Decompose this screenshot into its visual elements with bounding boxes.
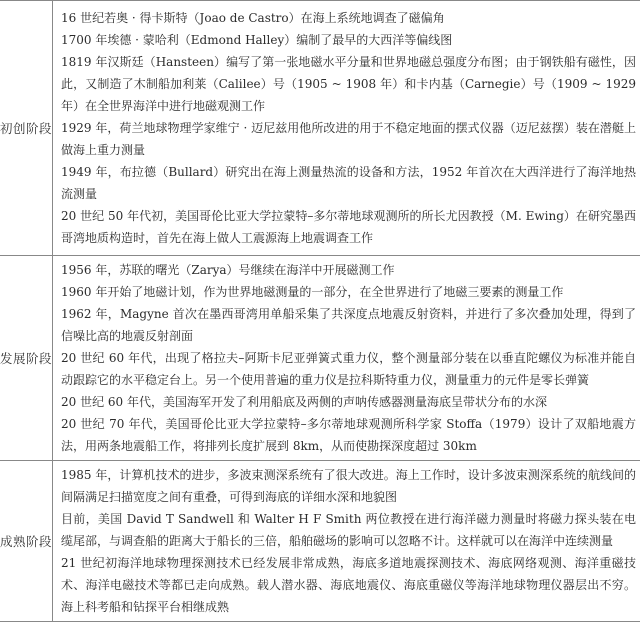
stage-entries-initial (53, 1, 640, 256)
entry-initial-1: 16 世纪若奥 · 得卡斯特（Joao de Castro）在海上系统地调查了磁偏角 (61, 7, 636, 29)
entry-development-6: 20 世纪 70 年代，美国哥伦比亚大学拉蒙特–多尔蒂地球观测所科学家 Stoffa（1979）设计了双船地震方法，用两条地震船工作，将排列长度扩展到 8km，从而使勘探深度超过 30km (61, 413, 636, 457)
entry-initial-5: 1949 年，布拉德（Bullard）研究出在海上测量热流的设备和方法，1952 年首次在大西洋进行了海洋地热流测量 (61, 161, 636, 205)
stage-label-initial: 初创阶段 (0, 1, 53, 256)
stage-label-mature: 成熟阶段 (0, 461, 53, 622)
entry-mature-1: 1985 年，计算机技术的进步，多波束测深系统有了很大改进。海上工作时，设计多波束测深系统的航线间的间隔满足扫描宽度之间有重叠，可得到海底的详细水深和地貌图 (61, 464, 636, 508)
entry-mature-3: 21 世纪初海洋地球物理探测技术已经发展非常成熟，海底多道地震探测技术、海底网络观测、海洋重磁技术、海洋电磁技术等都已走向成熟。载人潜水器、海底地震仪、海底重磁仪等海洋地球物理仪器层出不穷。海上科考船和钻探平台相继成熟 (61, 552, 636, 618)
stage-entries-mature (53, 461, 640, 622)
entry-initial-2: 1700 年埃德 · 蒙哈利（Edmond Halley）编制了最早的大西洋等偏线图 (61, 29, 636, 51)
entry-development-4: 20 世纪 60 年代，出现了格拉夫–阿斯卡尼亚弹簧式重力仪，整个测量部分装在以垂直陀螺仪为标准并能自动跟踪它的水平稳定台上。另一个使用普遍的重力仪是拉科斯特重力仪，测量重力的元件是零长弹簧 (61, 347, 636, 391)
entry-initial-4: 1929 年，荷兰地球物理学家维宁 · 迈尼兹用他所改进的用于不稳定地面的摆式仪器（迈尼兹摆）装在潜艇上做海上重力测量 (61, 117, 636, 161)
stage-entries-development (53, 256, 640, 461)
entry-development-3: 1962 年，Magyne 首次在墨西哥湾用单船采集了共深度点地震反射资料，并进行了多次叠加处理，得到了信噪比高的地震反射剖面 (61, 303, 636, 347)
entry-initial-6: 20 世纪 50 年代初，美国哥伦比亚大学拉蒙特–多尔蒂地球观测所的所长尤因教授（M. Ewing）在研究墨西哥湾地质构造时，首先在海上做人工震源海上地震调查工作 (61, 205, 636, 249)
entry-mature-2: 目前，美国 David T Sandwell 和 Walter H F Smith 两位教授在进行海洋磁力测量时将磁力探头装在电缆尾部，与调查船的距离大于船长的三倍，船舶磁场的影响可以忽略不计。这样就可以在海洋中连续测量 (61, 508, 636, 552)
stage-row-initial (0, 1, 640, 256)
stage-row-development (0, 256, 640, 461)
stage-row-mature (0, 461, 640, 622)
stage-label-development: 发展阶段 (0, 256, 53, 461)
entry-development-2: 1960 年开始了地磁计划，作为世界地磁测量的一部分，在全世界进行了地磁三要素的测量工作 (61, 281, 636, 303)
entry-development-5: 20 世纪 60 年代，美国海军开发了利用船底及两侧的声呐传感器测量海底呈带状分布的水深 (61, 391, 636, 413)
entry-development-1: 1956 年，苏联的曙光（Zarya）号继续在海洋中开展磁测工作 (61, 259, 636, 281)
entry-initial-3: 1819 年汉斯廷（Hansteen）编写了第一张地磁水平分量和世界地磁总强度分布图；由于钢铁船有磁性，因此，又制造了木制船加利莱（Calilee）号（1905 ~ 1908 年）和卡内基（Carnegie）号（1909 ~ 1929 年）在全世界海洋中进行地磁观测工作 (61, 51, 636, 117)
